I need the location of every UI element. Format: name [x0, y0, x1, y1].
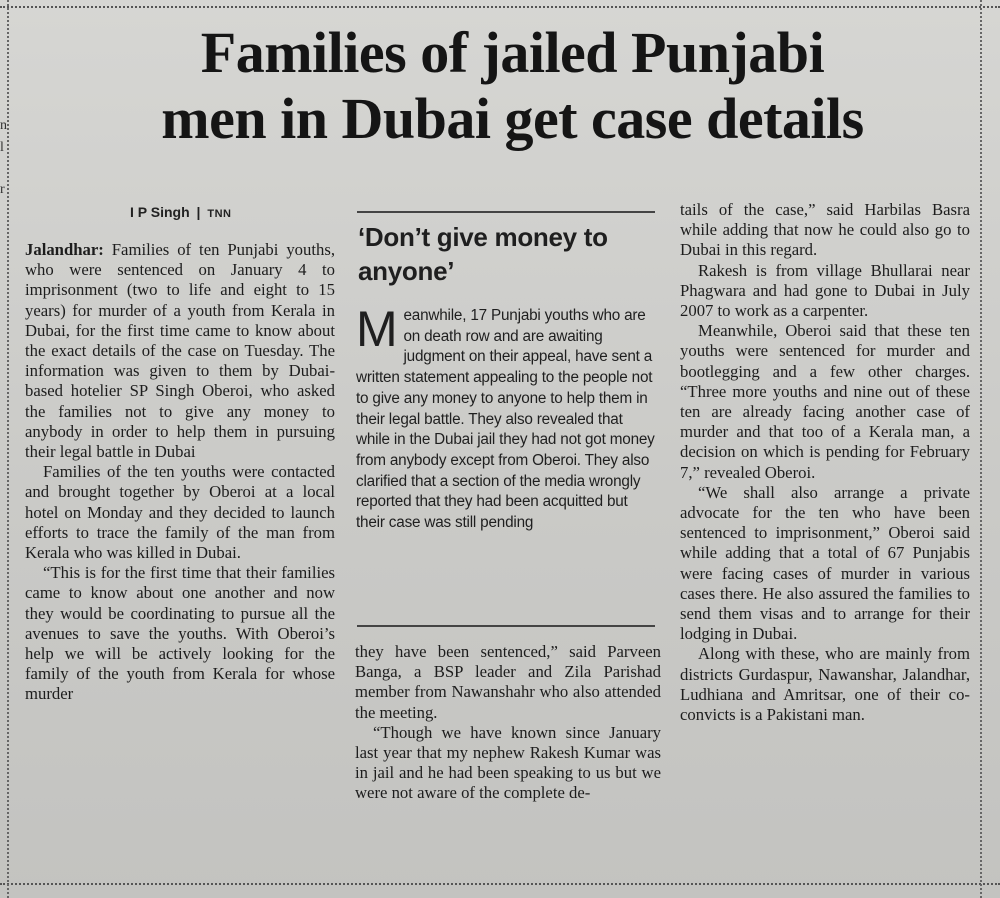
article-paragraph: they have been sentenced,” said Parveen Banga, a BSP leader and Zila Parishad member from Nawanshahr who also attended the meeting. — [355, 642, 661, 722]
byline — [130, 204, 231, 220]
edge-fragment: n — [0, 118, 7, 133]
article-paragraph: Families of the ten youths were contacted and brought together by Oberoi at a local hotel on Monday and they decided to launch efforts to trace the family of the man from Kerala who was killed in Dubai. — [25, 462, 335, 563]
top-dotted-border — [0, 6, 1000, 8]
article-paragraph: “Though we have known since January last year that my nephew Rakesh Kumar was in jail and he had been speaking to us but we were not aware of the complete de- — [355, 722, 661, 803]
edge-fragment: l — [0, 140, 4, 155]
sidebar-top-rule — [357, 211, 655, 213]
dateline: Jalandhar: — [25, 240, 104, 259]
article-paragraph: Meanwhile, Oberoi said that these ten youths were sentenced for murder and bootlegging and a few other charges. “Three more youths and nine out of these ten are already facing another case of murder and that too of a Kerala man, a decision on which is pending for February 7,” revealed Oberoi. — [680, 321, 970, 482]
byline-author: I P Singh — [130, 204, 190, 220]
drop-cap: M — [356, 301, 398, 357]
article-paragraph: “We shall also arrange a private advocate for the ten who have been sentenced to imprisonment,” Oberoi said while adding that a total of 67 Punjabis were facing cases of murder in various cases there. He also assured the families to send them visas and to arrange for their lodging in Dubai. — [680, 482, 970, 644]
headline — [40, 20, 985, 152]
sidebar-paragraph — [356, 301, 658, 534]
article-paragraph: Along with these, who are mainly from districts Gurdaspur, Nawanshar, Jalandhar, Ludhiana and Amritsar, one of their co-convicts is a Pakistani man. — [680, 644, 970, 725]
byline-agency: TNN — [207, 208, 232, 220]
article-column-1 — [25, 240, 335, 705]
article-paragraph: Jalandhar: Families of ten Punjabi youths, who were sentenced on January 4 to imprisonment (two to life and eight to 15 years) for murder of a youth from Kerala in Dubai, for the first time came to know about the exact details of the case on Tuesday. The information was given to them by Dubai-based hotelier SP Singh Oberoi, who asked the families not to give any money to anybody in order to help them in pursuing their legal battle in Dubai — [25, 240, 336, 462]
sidebar-box — [356, 301, 658, 534]
sidebar-body: eanwhile, 17 Punjabi youths who are on death row and are awaiting judgment on their appeal, have sent a written statement appealing to the people not to give any money to anyone to help them in their legal battle. They also revealed that while in the Dubai jail they had not got money from anybody except from Oberoi. They also clarified that a section of the media wrongly reported that they had been acquitted but their case was still pending — [356, 307, 655, 532]
article-paragraph: Rakesh is from village Bhullarai near Phagwara and had gone to Dubai in July 2007 to work as a carpenter. — [680, 260, 970, 321]
left-dotted-border — [7, 0, 9, 898]
sidebar-title: ‘Don’t give money to anyone’ — [358, 222, 608, 286]
sidebar-bottom-rule — [357, 625, 655, 627]
edge-fragment: r — [0, 182, 5, 197]
byline-separator: | — [196, 204, 201, 220]
bottom-dotted-border — [0, 883, 1000, 885]
article-column-3 — [680, 200, 970, 725]
headline-line-1: Families of jailed Punjabi — [200, 20, 825, 85]
article-paragraph: tails of the case,” said Harbilas Basra while adding that now he could also go to Dubai in this regard. — [680, 200, 970, 260]
article-column-2 — [355, 642, 661, 804]
article-paragraph: “This is for the first time that their families came to know about one another and now they would be coordinating to pursue all the avenues to save the youths. With Oberoi’s help we will be actively looking for the family of the youth from Kerala for whose murder — [25, 563, 335, 704]
headline-line-2: men in Dubai get case details — [161, 86, 864, 151]
